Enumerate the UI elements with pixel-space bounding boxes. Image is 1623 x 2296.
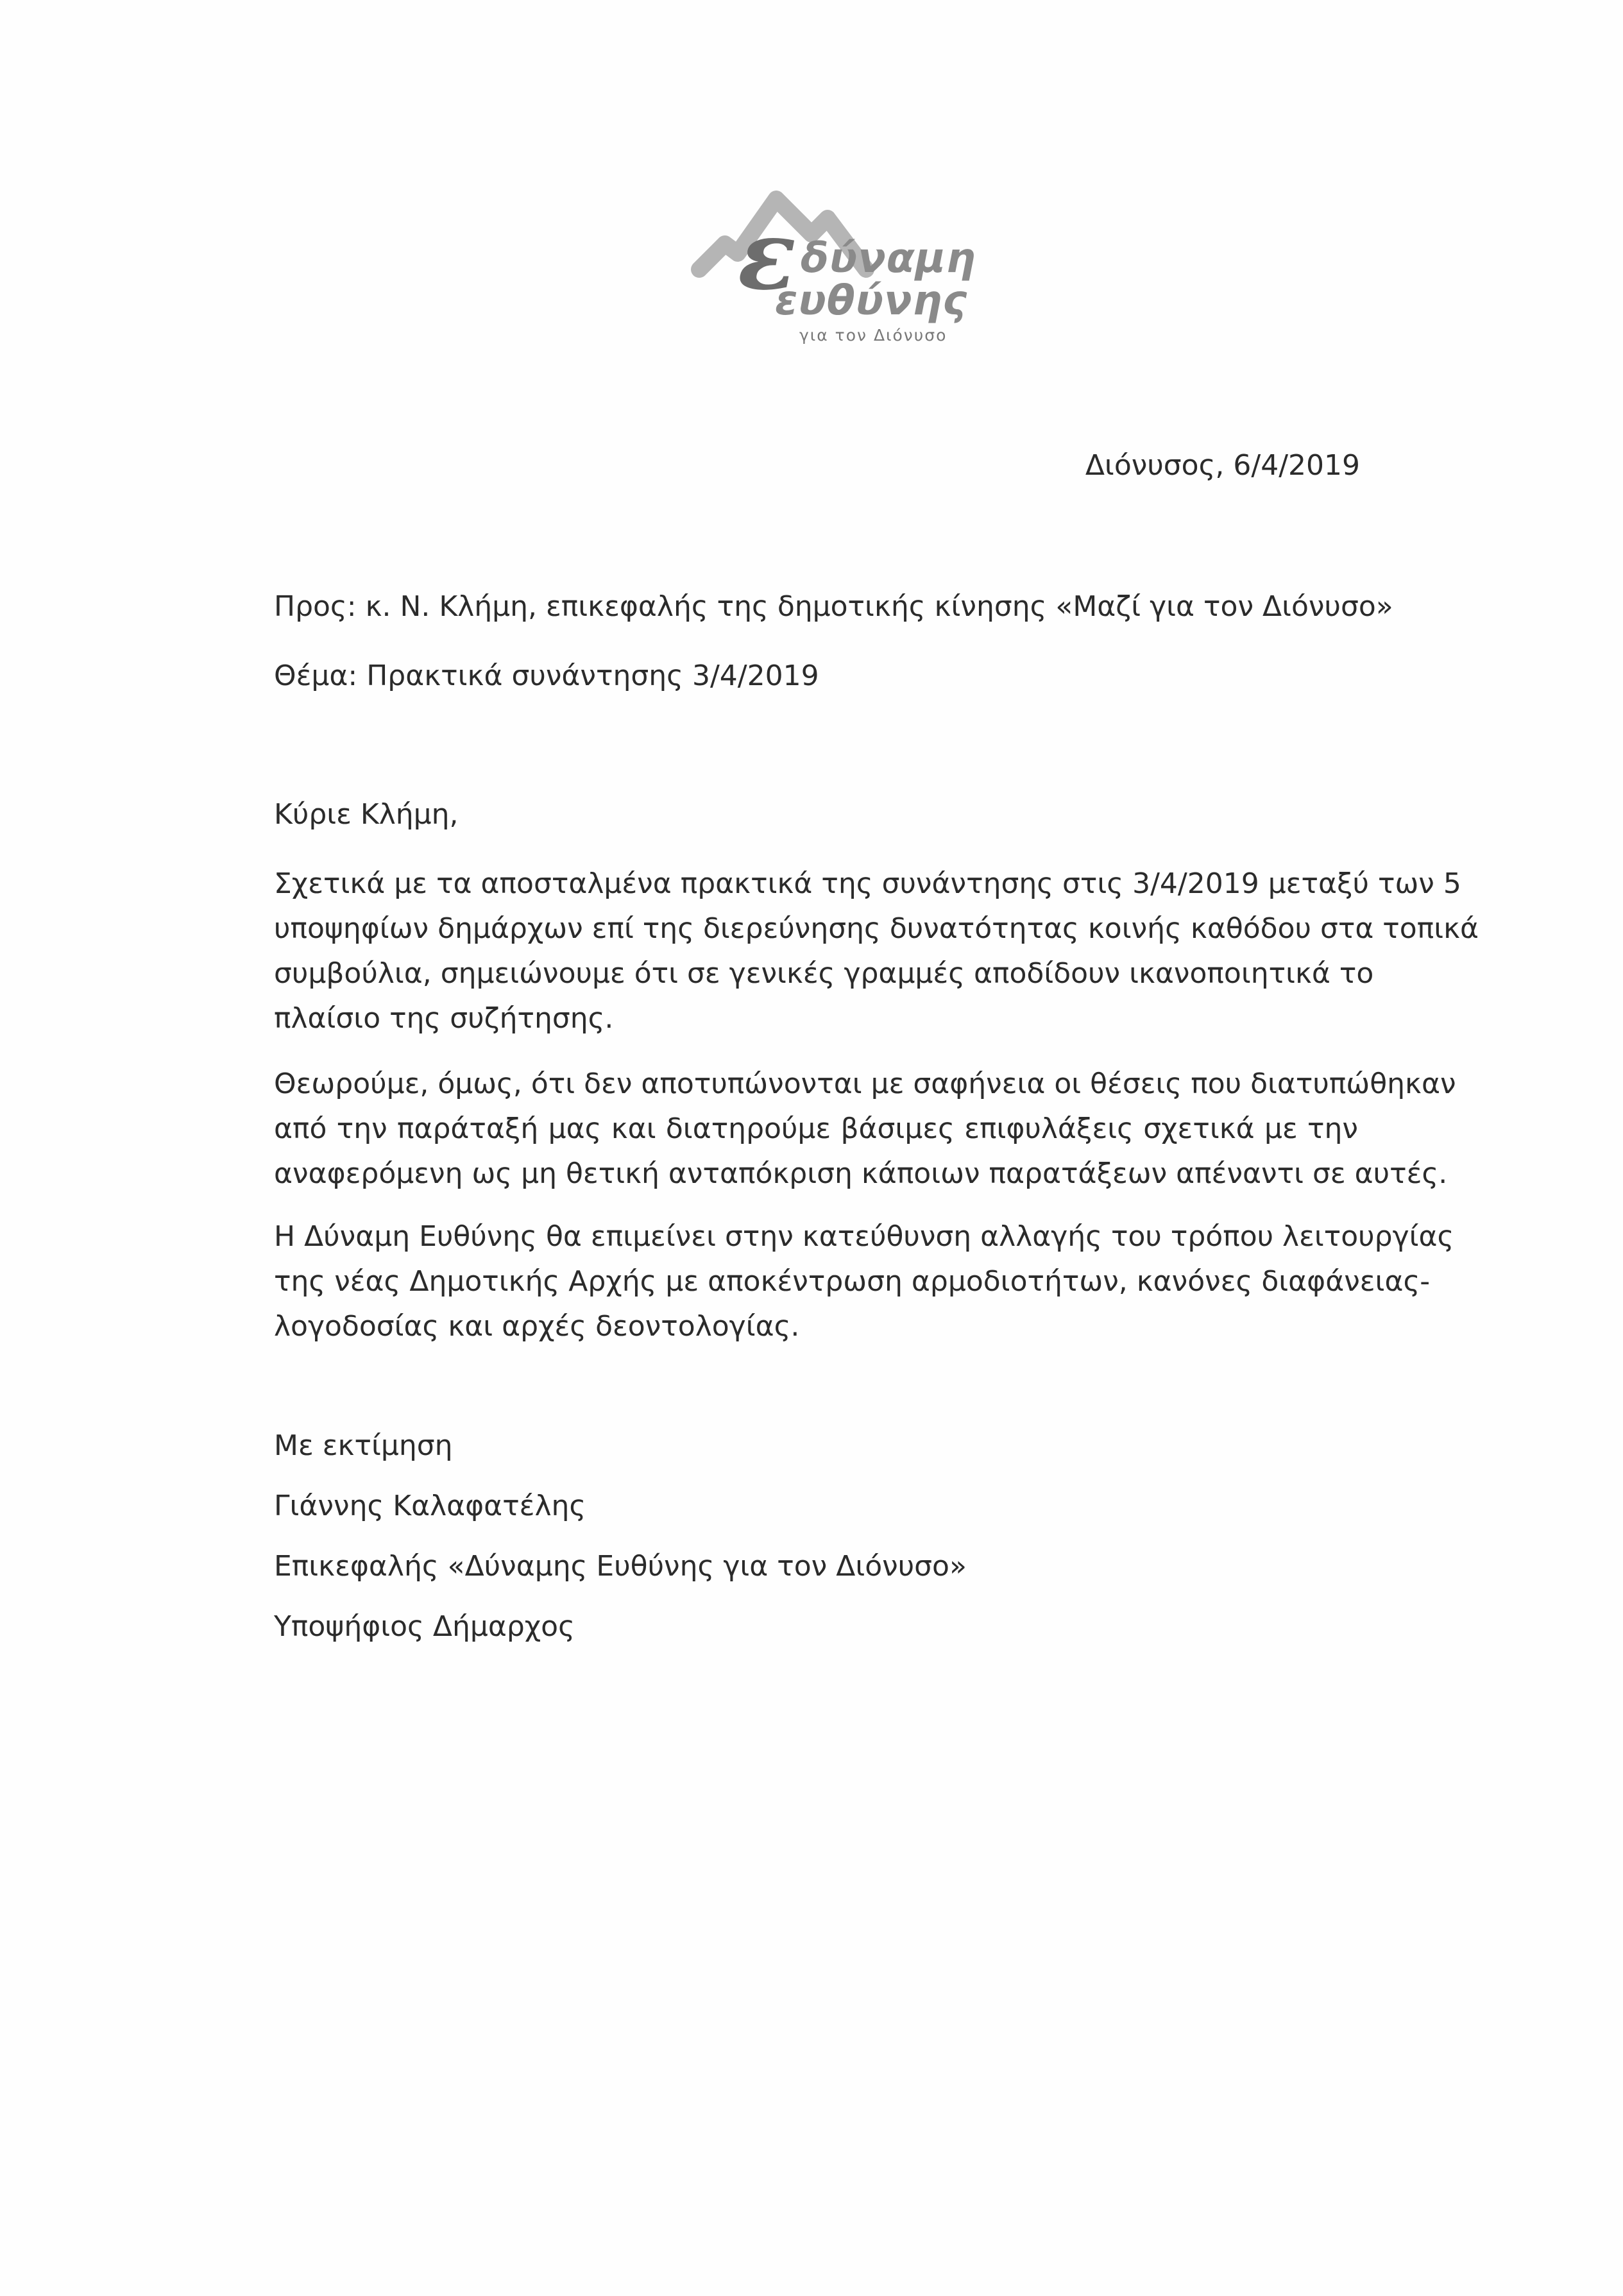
letter-salutation: Κύριε Κλήμη, (274, 798, 459, 831)
letter-subject: Θέμα: Πρακτικά συνάντησης 3/4/2019 (274, 659, 819, 692)
paragraph-line: υποψηφίων δημάρχων επί της διερεύνησης δυνατότητας κοινής καθόδου στα τοπικά (274, 912, 1479, 945)
paragraph-line: συμβούλια, σημειώνουμε ότι σε γενικές γραμμές αποδίδουν ικανοποιητικά το (274, 957, 1374, 990)
logo-text-efthynis: ευθύνης (775, 277, 968, 325)
paragraph-line: αναφερόμενη ως μη θετική ανταπόκριση κάποιων παρατάξεων απέναντι σε αυτές. (274, 1157, 1448, 1190)
signature-role: Υποψήφιος Δήμαρχος (274, 1610, 575, 1643)
paragraph-line: Σχετικά με τα αποσταλμένα πρακτικά της συνάντησης στις 3/4/2019 μεταξύ των 5 (274, 867, 1461, 900)
paragraph-line: λογοδοσίας και αρχές δεοντολογίας. (274, 1310, 800, 1343)
paragraph-line: από την παράταξή μας και διατηρούμε βάσιμες επιφυλάξεις σχετικά με την (274, 1112, 1358, 1145)
letter-recipient: Προς: κ. Ν. Κλήμη, επικεφαλής της δημοτικής κίνησης «Μαζί για τον Διόνυσο» (274, 590, 1393, 623)
paragraph-line: Θεωρούμε, όμως, ότι δεν αποτυπώνονται με σαφήνεια οι θέσεις που διατυπώθηκαν (274, 1067, 1456, 1100)
letter-date: Διόνυσος, 6/4/2019 (1085, 449, 1360, 482)
paragraph-line: Η Δύναμη Ευθύνης θα επιμείνει στην κατεύθυνση αλλαγής του τρόπου λειτουργίας (274, 1220, 1454, 1253)
dynami-efthynis-logo (680, 173, 976, 346)
signature-name: Γιάννης Καλαφατέλης (274, 1490, 586, 1522)
letter-closing: Με εκτίμηση (274, 1429, 453, 1462)
signature-title: Επικεφαλής «Δύναμης Ευθύνης για τον Διόνυσο» (274, 1550, 967, 1583)
logo-text-dynami: δύναμη (801, 235, 976, 282)
paragraph-line: πλαίσιο της συζήτησης. (274, 1002, 614, 1035)
svg-text:ε: ε (738, 199, 797, 302)
paragraph-line: της νέας Δημοτικής Αρχής με αποκέντρωση αρμοδιοτήτων, κανόνες διαφάνειας- (274, 1265, 1431, 1298)
logo-text-tagline: για τον Διόνυσο (799, 326, 947, 344)
